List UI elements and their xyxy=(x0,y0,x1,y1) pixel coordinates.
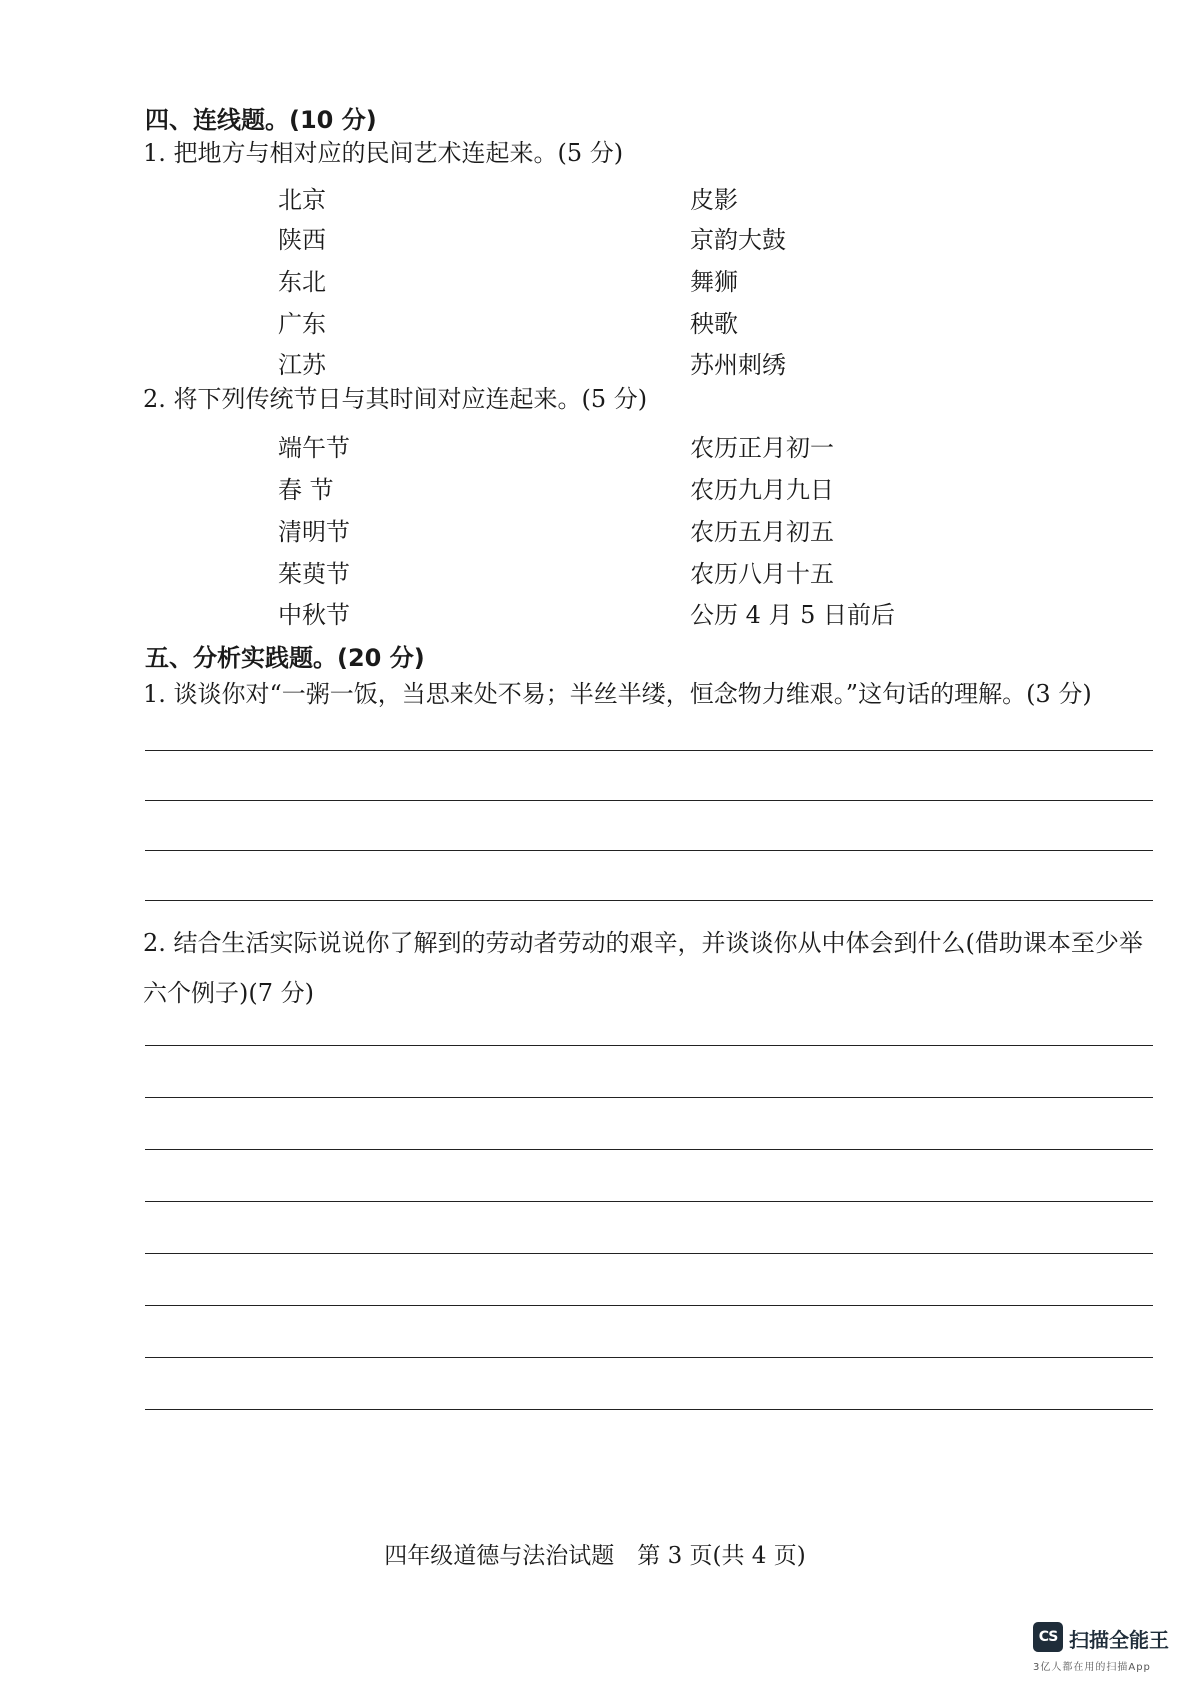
q2-right-item: 公历 4 月 5 日前后 xyxy=(690,601,896,629)
q1-right-item: 苏州刺绣 xyxy=(690,351,786,379)
q2-left-item: 清明节 xyxy=(278,518,350,546)
answer-line[interactable] xyxy=(145,900,1153,901)
watermark-tagline: 3亿人都在用的扫描App xyxy=(1033,1662,1151,1673)
answer-line[interactable] xyxy=(145,1409,1153,1410)
q1-right-item: 皮影 xyxy=(690,186,738,214)
page-footer: 四年级道德与法治试题 第 3 页(共 4 页) xyxy=(384,1543,806,1569)
scanner-watermark xyxy=(1033,1618,1183,1678)
q1-right-item: 秧歌 xyxy=(690,310,738,338)
q1-left-item: 江苏 xyxy=(278,351,326,379)
q2-right-item: 农历正月初一 xyxy=(690,434,834,462)
q1-left-item: 陕西 xyxy=(278,226,326,254)
q2-left-item: 春 节 xyxy=(278,476,334,504)
answer-line[interactable] xyxy=(145,1253,1153,1254)
q1-left-item: 广东 xyxy=(278,310,326,338)
watermark-name: 扫描全能王 xyxy=(1069,1628,1169,1652)
section-5-title: 五、分析实践题。(20 分) xyxy=(145,644,425,672)
answer-line[interactable] xyxy=(145,1045,1153,1046)
q2-left-item: 中秋节 xyxy=(278,601,350,629)
section-5-question-2: 2. 结合生活实际说说你了解到的劳动者劳动的艰辛，并谈谈你从中体会到什么(借助课本至少举六个例子)(7 分) xyxy=(143,929,1143,1007)
q2-left-item: 端午节 xyxy=(278,434,350,462)
q2-right-item: 农历八月十五 xyxy=(690,560,834,588)
answer-line[interactable] xyxy=(145,1305,1153,1306)
q2-right-item: 农历五月初五 xyxy=(690,518,834,546)
section-4-title: 四、连线题。(10 分) xyxy=(145,106,377,134)
q2-left-item: 茱萸节 xyxy=(278,560,350,588)
answer-line[interactable] xyxy=(145,1097,1153,1098)
answer-line[interactable] xyxy=(145,1149,1153,1150)
answer-line[interactable] xyxy=(145,800,1153,801)
answer-line[interactable] xyxy=(145,850,1153,851)
section-4-question-2: 2. 将下列传统节日与其时间对应连起来。(5 分) xyxy=(143,385,648,413)
q1-left-item: 东北 xyxy=(278,268,326,296)
q1-right-item: 舞狮 xyxy=(690,268,738,296)
answer-line[interactable] xyxy=(145,1201,1153,1202)
q1-left-item: 北京 xyxy=(278,186,326,214)
answer-line[interactable] xyxy=(145,750,1153,751)
q2-right-item: 农历九月九日 xyxy=(690,476,834,504)
section-5-question-1: 1. 谈谈你对“一粥一饭，当思来处不易；半丝半缕，恒念物力维艰。”这句话的理解。(3 分) xyxy=(143,680,1092,708)
answer-line[interactable] xyxy=(145,1357,1153,1358)
q1-right-item: 京韵大鼓 xyxy=(690,226,786,254)
section-4-question-1: 1. 把地方与相对应的民间艺术连起来。(5 分) xyxy=(143,139,624,167)
camscanner-logo-icon: CS xyxy=(1033,1622,1063,1652)
